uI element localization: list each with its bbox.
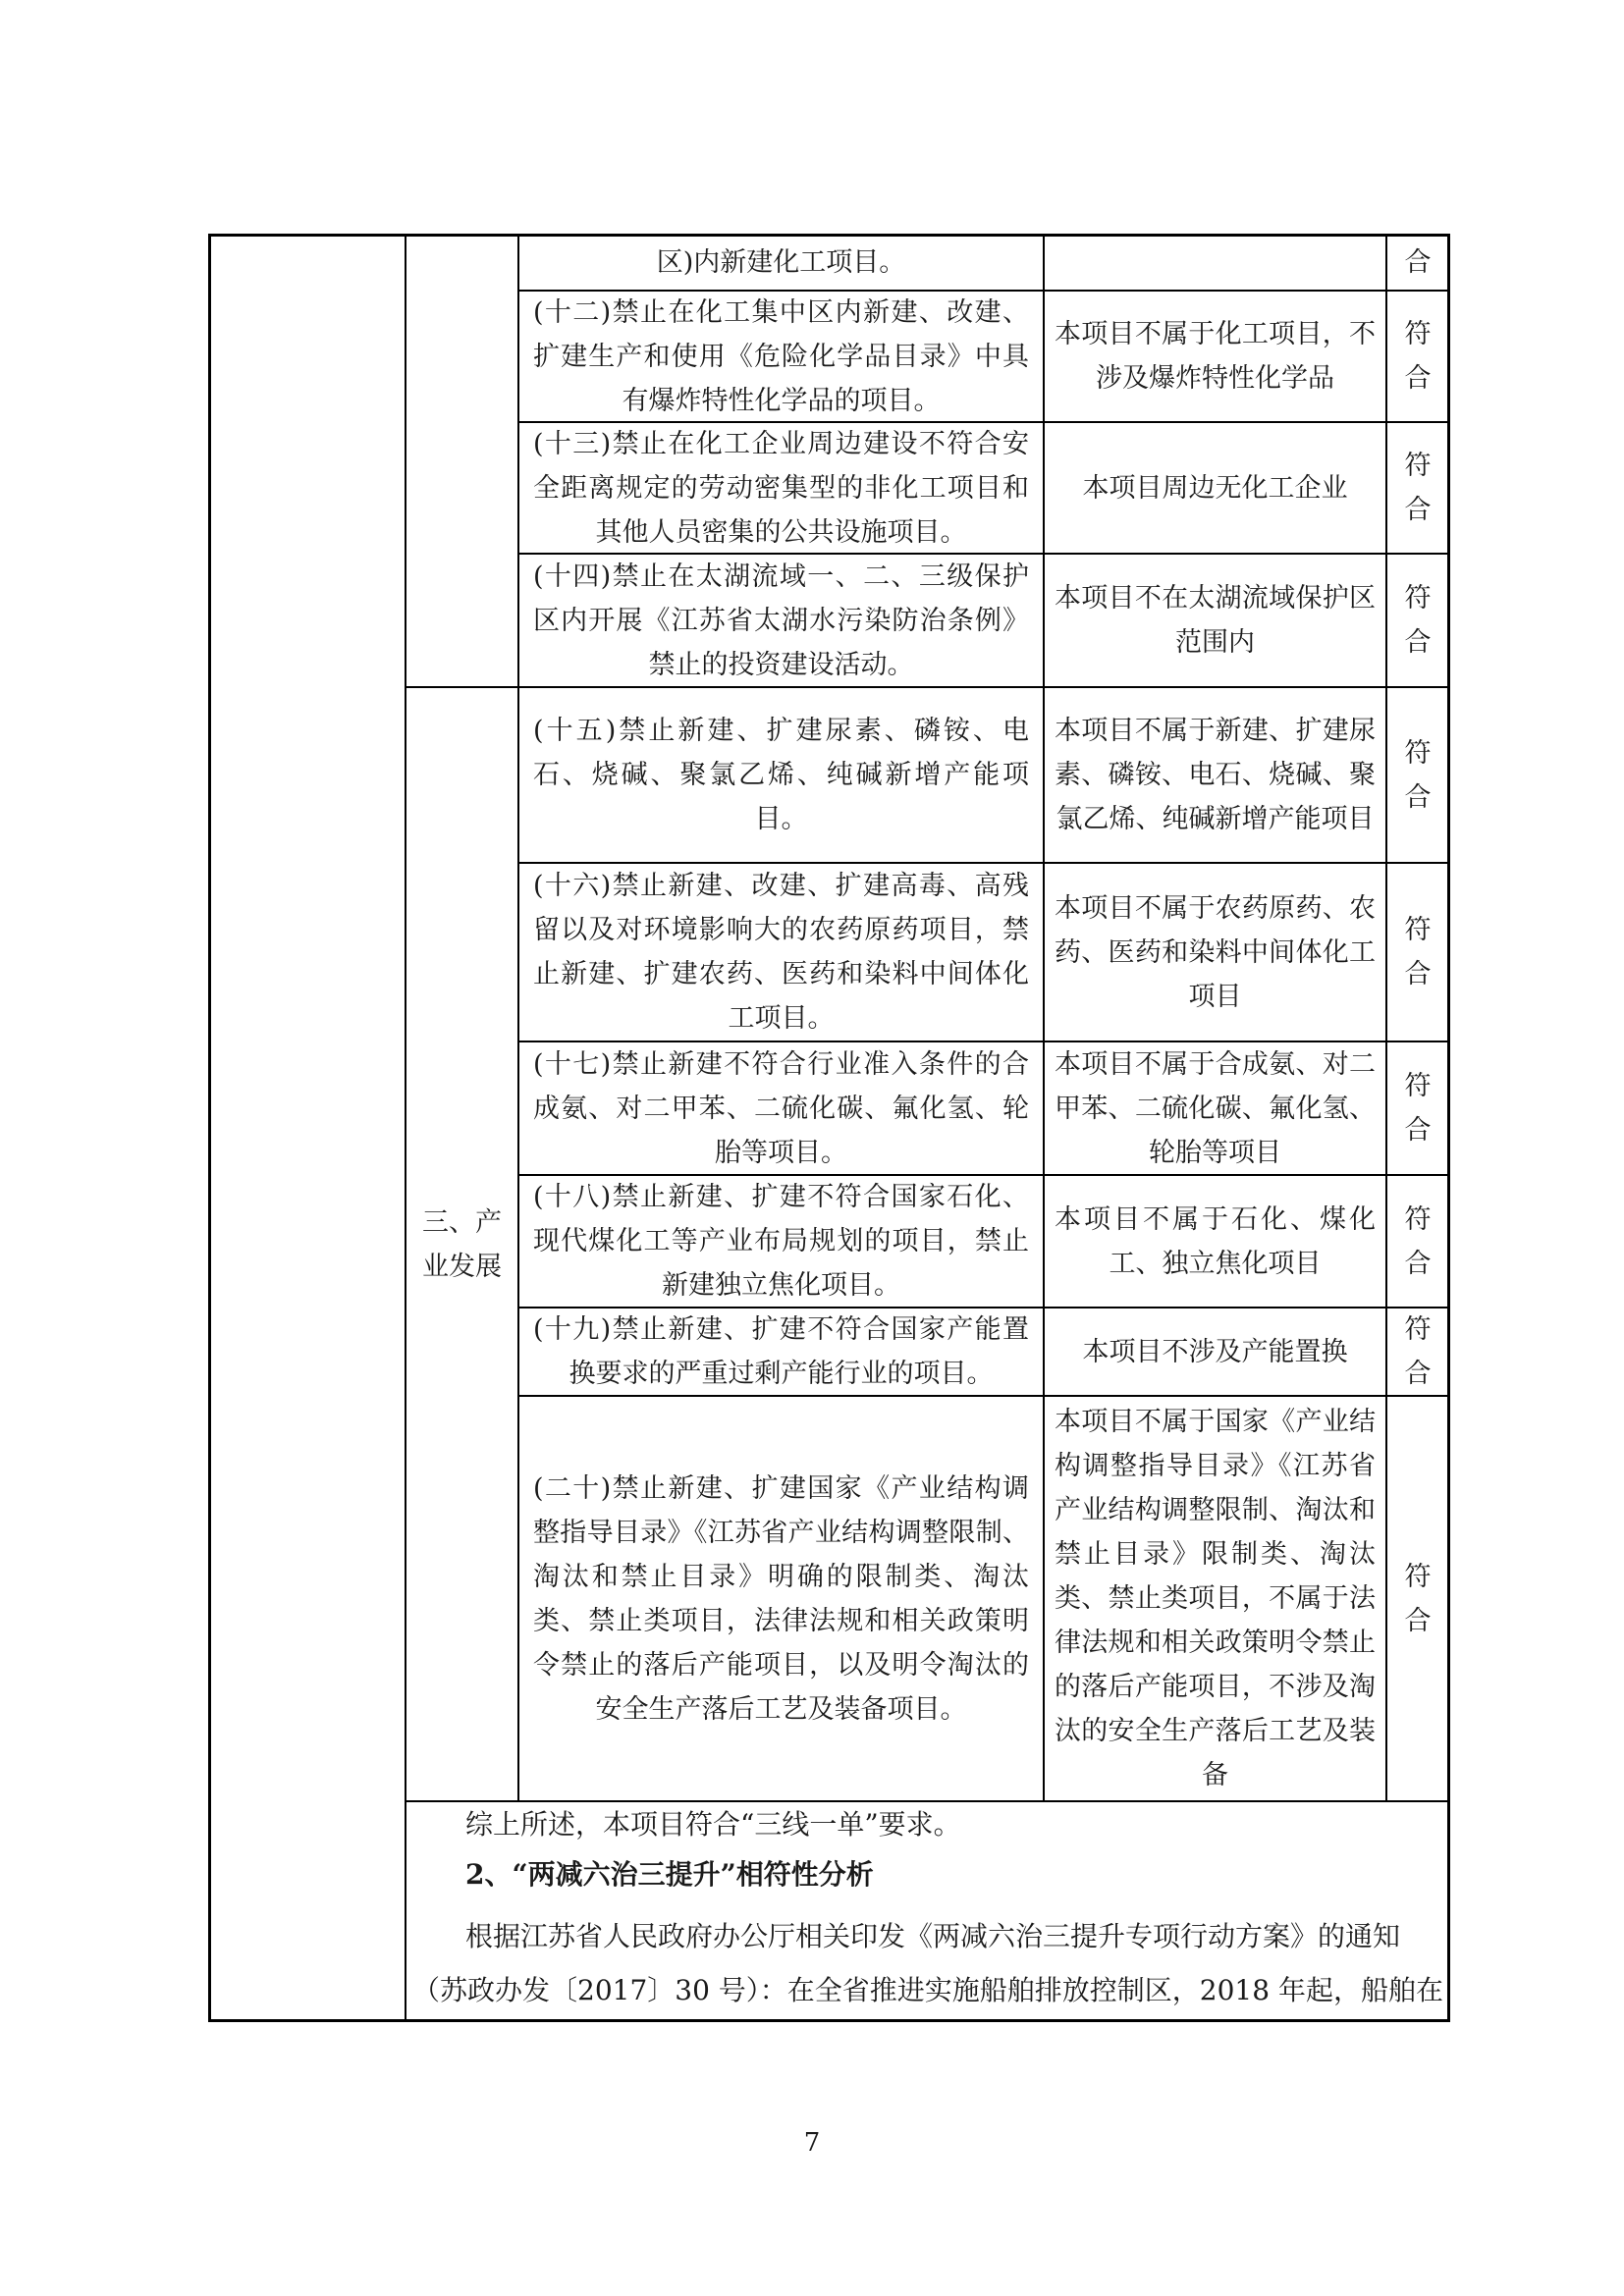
- requirement-text: 区)内新建化工项目。: [656, 247, 906, 278]
- analysis-cell: [1045, 1176, 1385, 1307]
- result-cell: [1387, 1042, 1448, 1174]
- result-text: 符合: [1404, 1203, 1432, 1279]
- analysis-cell: [1045, 292, 1385, 421]
- result-text: 符合: [1404, 451, 1432, 525]
- requirement-cell: [519, 423, 1043, 553]
- result-cell: [1387, 1397, 1448, 1800]
- requirement-cell: [519, 1397, 1043, 1800]
- analysis-cell: [1045, 1397, 1385, 1800]
- analysis-cell: [1045, 1308, 1385, 1395]
- category-cell: [406, 688, 517, 1800]
- requirement-cell: [519, 1042, 1043, 1174]
- result-cell: [1387, 1308, 1448, 1395]
- result-cell: [1387, 1176, 1448, 1307]
- analysis-text: 本项目不属于合成氨、对二甲苯、二硫化碳、氟化氢、轮胎等项目: [1055, 1048, 1376, 1168]
- analysis-text: 本项目不属于国家《产业结构调整指导目录》《江苏省产业结构调整限制、淘汰和禁止目录》限制类、淘汰类、禁止类项目，不属于法律法规和相关政策明令禁止的落后产能项目，不涉及淘汰的安全生产落后工艺及装备: [1055, 1407, 1376, 1790]
- result-cell: [1387, 688, 1448, 862]
- analysis-cell: [1045, 423, 1385, 553]
- result-text: 符合: [1404, 915, 1432, 989]
- result-cell: [1387, 292, 1448, 421]
- result-text: 符合: [1404, 1071, 1432, 1146]
- requirement-cell: [519, 555, 1043, 686]
- analysis-text: 本项目不属于化工项目，不涉及爆炸特性化学品: [1055, 319, 1376, 394]
- analysis-cell: [1045, 688, 1385, 862]
- analysis-text: 本项目不属于农药原药、农药、医药和染料中间体化工项目: [1055, 892, 1376, 1012]
- requirement-text: (十五)禁止新建、扩建尿素、磷铵、电石、烧碱、聚氯乙烯、纯碱新增产能项目。: [533, 716, 1029, 834]
- requirement-text: (十四)禁止在太湖流域一、二、三级保护区内开展《江苏省太湖水污染防治条例》禁止的投资建设活动。: [533, 561, 1029, 680]
- result-text: 符合: [1404, 1561, 1432, 1636]
- result-cell: [1387, 423, 1448, 553]
- requirement-text: (十六)禁止新建、改建、扩建高毒、高残留以及对环境影响大的农药原药项目，禁止新建、扩建农药、医药和染料中间体化工项目。: [533, 871, 1029, 1034]
- analysis-cell: [1045, 1042, 1385, 1174]
- analysis-text: 本项目不涉及产能置换: [1082, 1336, 1348, 1367]
- result-text: 符合: [1404, 1314, 1432, 1389]
- body-paragraph-line: 根据江苏省人民政府办公厅相关印发《两减六治三提升专项行动方案》的通知: [465, 1920, 1401, 1952]
- result-text: 符合: [1404, 737, 1432, 813]
- requirement-text: (十三)禁止在化工企业周边建设不符合安全距离规定的劳动密集型的非化工项目和其他人员密集的公共设施项目。: [533, 428, 1029, 548]
- result-cell: [1387, 864, 1448, 1041]
- requirement-cell: [519, 864, 1043, 1041]
- requirement-cell: [519, 236, 1043, 290]
- result-text: 符合: [1404, 583, 1432, 658]
- requirement-cell: [519, 1176, 1043, 1307]
- requirement-text: (十八)禁止新建、扩建不符合国家石化、现代煤化工等产业布局规划的项目，禁止新建独立焦化项目。: [533, 1182, 1029, 1301]
- requirement-text: (十九)禁止新建、扩建不符合国家产能置换要求的严重过剩产能行业的项目。: [533, 1314, 1029, 1389]
- analysis-text: 本项目不在太湖流域保护区范围内: [1055, 583, 1376, 658]
- summary-text: 综上所述，本项目符合“三线一单”要求。: [465, 1808, 961, 1841]
- analysis-cell: [1045, 236, 1385, 290]
- result-text: 合: [1404, 247, 1432, 278]
- result-cell: [1387, 236, 1448, 290]
- analysis-cell: [1045, 555, 1385, 686]
- page-number: 7: [803, 2128, 821, 2158]
- analysis-text: 本项目周边无化工企业: [1082, 472, 1348, 504]
- analysis-text: 本项目不属于石化、煤化工、独立焦化项目: [1055, 1203, 1376, 1279]
- requirement-cell: [519, 688, 1043, 862]
- requirement-cell: [519, 1308, 1043, 1395]
- requirement-text: (十二)禁止在化工集中区内新建、改建、扩建生产和使用《危险化学品目录》中具有爆炸特性化学品的项目。: [533, 296, 1029, 416]
- requirement-cell: [519, 292, 1043, 421]
- requirement-text: (二十)禁止新建、扩建国家《产业结构调整指导目录》《江苏省产业结构调整限制、淘汰和禁止目录》明确的限制类、淘汰类、禁止类项目，法律法规和相关政策明令禁止的落后产能项目，以及明令淘汰的安全生产落后工艺及装备项目。: [533, 1472, 1029, 1725]
- body-paragraph-line: （苏政办发〔2017〕30 号）：在全省推进实施船舶排放控制区，2018 年起，船舶在: [412, 1974, 1443, 2006]
- section-heading: 2、“两减六治三提升”相符性分析: [465, 1858, 874, 1891]
- analysis-text: 本项目不属于新建、扩建尿素、磷铵、电石、烧碱、聚氯乙烯、纯碱新增产能项目: [1055, 716, 1376, 834]
- analysis-cell: [1045, 864, 1385, 1041]
- category-label: 三、产业发展: [422, 1206, 502, 1282]
- result-text: 符合: [1404, 319, 1432, 394]
- requirement-text: (十七)禁止新建不符合行业准入条件的合成氨、对二甲苯、二硫化碳、氟化氢、轮胎等项目。: [533, 1048, 1029, 1168]
- result-cell: [1387, 555, 1448, 686]
